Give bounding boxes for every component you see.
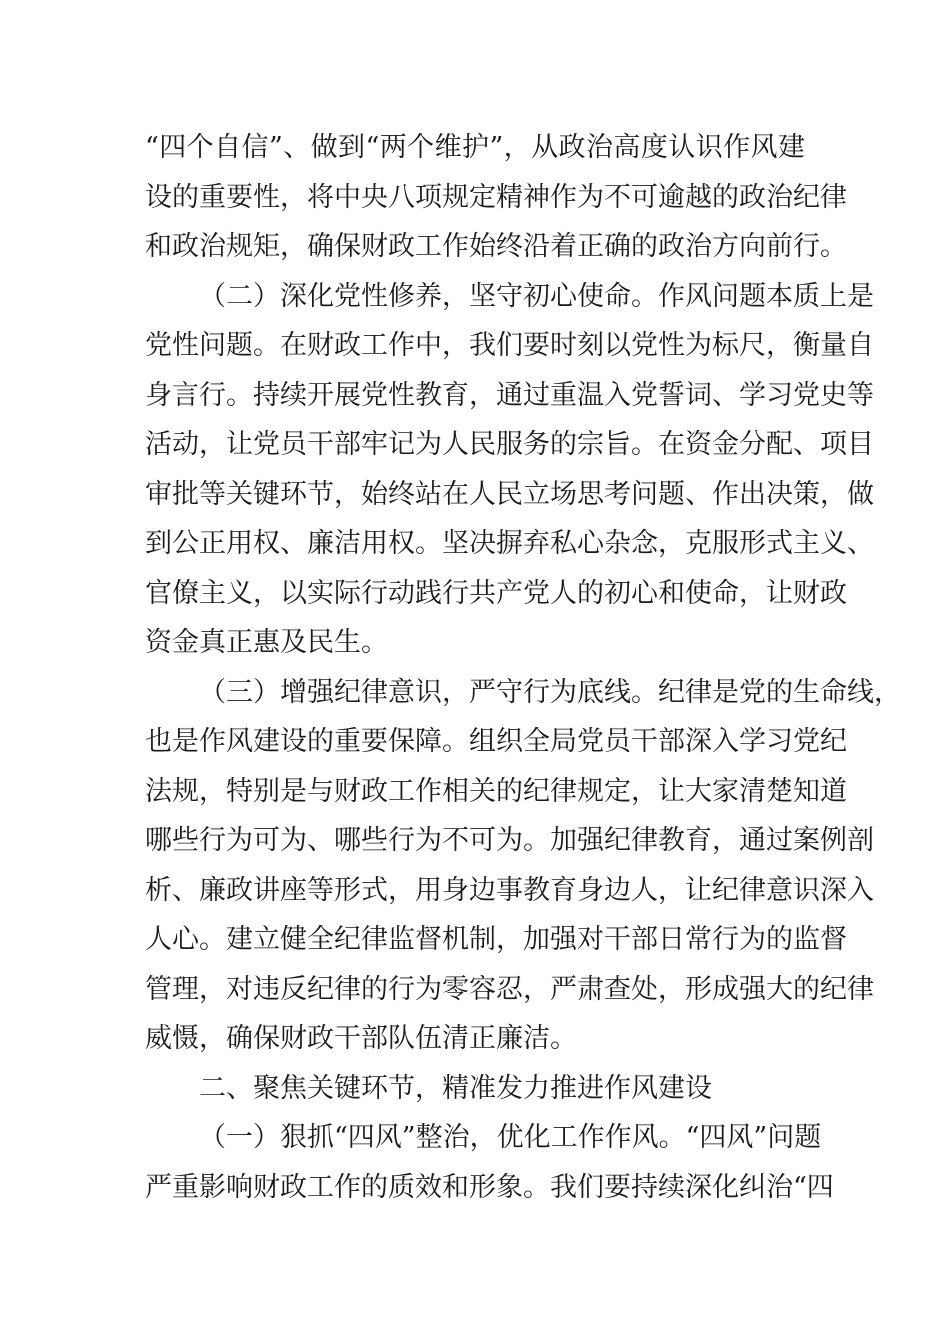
text-line: 审批等关键环节，始终站在人民立场思考问题、作出决策，做: [145, 478, 874, 510]
paragraph-start-line: （二）深化党性修养，坚守初心使命。作风问题本质上是: [199, 280, 874, 312]
text-line: 析、廉政讲座等形式，用身边事教育身边人，让纪律意识深入: [145, 874, 874, 906]
document-body: [145, 128, 901, 1217]
text-line: 身言行。持续开展党性教育，通过重温入党誓词、学习党史等: [145, 379, 874, 411]
text-line: 设的重要性，将中央八项规定精神作为不可逾越的政治纪律: [145, 181, 847, 213]
text-line: 和政治规矩，确保财政工作始终沿着正确的政治方向前行。: [145, 231, 847, 262]
text-line: 也是作风建设的重要保障。组织全局党员干部深入学习党纪: [145, 726, 847, 757]
text-line: 法规，特别是与财政工作相关的纪律规定，让大家清楚知道: [145, 775, 847, 807]
text-line: 人心。建立健全纪律监督机制，加强对干部日常行为的监督: [145, 924, 847, 955]
text-line: 官僚主义，以实际行动践行共产党人的初心和使命，让财政: [145, 577, 847, 609]
text-line: 资金真正惠及民生。: [145, 627, 388, 658]
text-line: 管理，对违反纪律的行为零容忍，严肃查处，形成强大的纪律: [145, 973, 874, 1005]
text-line: 活动，让党员干部牢记为人民服务的宗旨。在资金分配、项目: [145, 429, 874, 460]
text-line: 哪些行为可为、哪些行为不可为。加强纪律教育，通过案例剖: [145, 825, 874, 856]
text-line: 党性问题。在财政工作中，我们要时刻以党性为标尺，衡量自: [145, 330, 874, 361]
text-line: “四个自信”、做到“两个维护”，从政治高度认识作风建: [145, 132, 805, 163]
section-heading: 二、聚焦关键环节，精准发力推进作风建设: [199, 1072, 712, 1104]
text-line: 严重影响财政工作的质效和形象。我们要持续深化纠治“四: [145, 1171, 834, 1203]
paragraph-start-line: （一）狠抓“四风”整治，优化工作作风。“四风”问题: [199, 1122, 822, 1153]
text-line: 到公正用权、廉洁用权。坚决摒弃私心杂念，克服形式主义、: [145, 528, 874, 559]
text-line: 威慑，确保财政干部队伍清正廉洁。: [145, 1023, 577, 1054]
paragraph-start-line: （三）增强纪律意识，严守行为底线。纪律是党的生命线，: [199, 676, 901, 708]
